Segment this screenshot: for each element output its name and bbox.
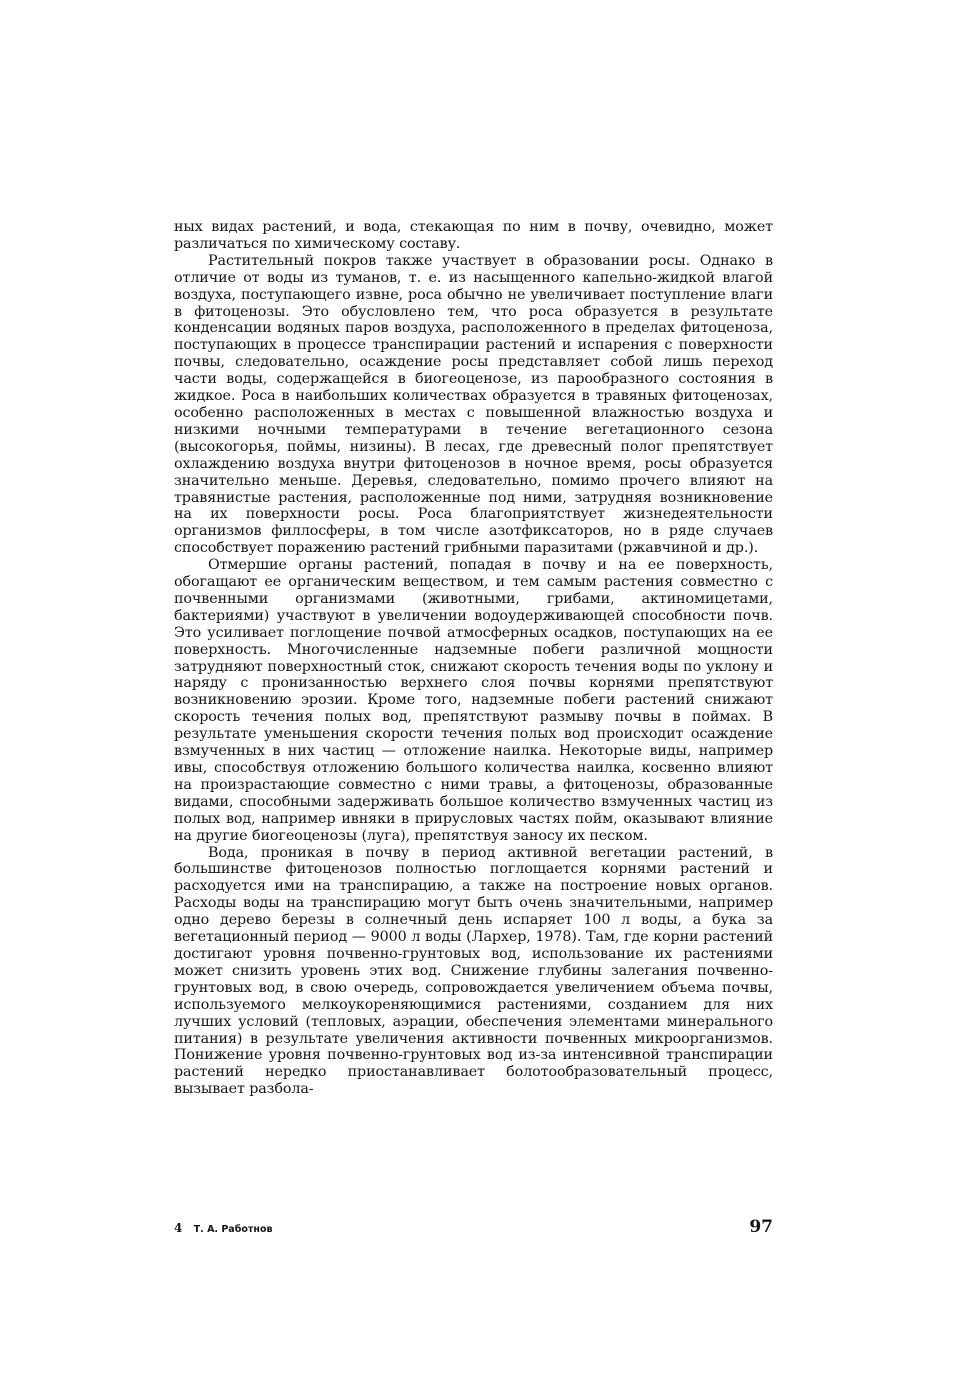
paragraph: Вода, проникая в почву в период активной вегетации растений, в большинстве фитоценозов полностью поглощается корнями растений и расходуется ими на транспирацию, а также на построение новых органов. Расходы воды на транспирацию могут быть очень значительными, например одно дерево березы в солнечный день испаряет 100 л воды, а бука за вегетационный период — 9000 л воды (Лархер, 1978). Там, где корни растений достигают уровня почвенно-грунтовых вод, использование их растениями может снизить уровень этих вод. Снижение глубины залегания почвенно-грунтовых вод, в свою очередь, сопровождается увеличением объема почвы, используемого мелкоукореняющимися растениями, созданием для них лучших условий (тепловых, аэрации, обеспечения элементами минерального питания) в результате увеличения активности почвенных микроорганизмов. Понижение уровня почвенно-грунтовых вод из-за интенсивной транспирации растений нередко приостанавливает болотообразовательный процесс, вызывает разбола- — [174, 844, 773, 1098]
paragraph: ных видах растений, и вода, стекающая по ним в почву, очевидно, может различаться по химическому составу. — [174, 219, 773, 252]
page-number: 97 — [749, 1217, 773, 1237]
paragraph: Отмершие органы растений, попадая в почву и на ее поверхность, обогащают ее органическим веществом, и тем самым растения совместно с почвенными организмами (животными, грибами, актиномицетами, бактериями) участвуют в увеличении водоудерживающей способности почв. Это усиливает поглощение почвой атмосферных осадков, поступающих на ее поверхность. Многочисленные надземные побеги различной мощности затрудняют поверхностный сток, снижают скорость течения воды по уклону и наряду с пронизанностью верхнего слоя почвы корнями препятствуют возникновению эрозии. Кроме того, надземные побеги растений снижают скорость течения полых вод, препятствуют размыву почвы в поймах. В результате уменьшения скорости течения полых вод происходит осаждение взмученных в них частиц — отложение наилка. Некоторые виды, например ивы, способствуя отложению большого количества наилка, косвенно влияют на произрастающие совместно с ними травы, а фитоценозы, образованные видами, способными задерживать большое количество взмученных частиц из полых вод, например ивняки в прирусловых частях пойм, оказывают влияние на другие биогеоценозы (луга), препятствуя заносу их песком. — [174, 557, 773, 844]
page-footer — [174, 1217, 773, 1241]
paragraph: Растительный покров также участвует в образовании росы. Однако в отличие от воды из туманов, т. е. из насыщенного капельно-жидкой влагой воздуха, поступающего извне, роса обычно не увеличивает поступление влаги в фитоценозы. Это обусловлено тем, что роса образуется в результате конденсации водяных паров воздуха, расположенного в пределах фитоценоза, поступающих в процессе транспирации растений и испарения с поверхности почвы, следовательно, осаждение росы представляет собой лишь переход части воды, содержащейся в биогеоценозе, из парообразного состояния в жидкое. Роса в наибольших количествах образуется в травяных фитоценозах, особенно расположенных в местах с повышенной влажностью воздуха и низкими ночными температурами в течение вегетационного сезона (высокогорья, поймы, низины). В лесах, где древесный полог препятствует охлаждению воздуха внутри фитоценозов в ночное время, росы образуется значительно меньше. Деревья, следовательно, помимо прочего влияют на травянистые растения, расположенные под ними, затрудняя возникновение на их поверхности росы. Роса благоприятствует жизнедеятельности организмов филлосферы, в том числе азотфиксаторов, но в ряде случаев способствует поражению растений грибными паразитами (ржавчиной и др.). — [174, 252, 773, 557]
signature-number: 4 — [174, 1221, 183, 1235]
signature-mark — [174, 1221, 272, 1235]
main-text — [174, 219, 773, 1098]
signature-author: Т. А. Работнов — [193, 1224, 273, 1235]
